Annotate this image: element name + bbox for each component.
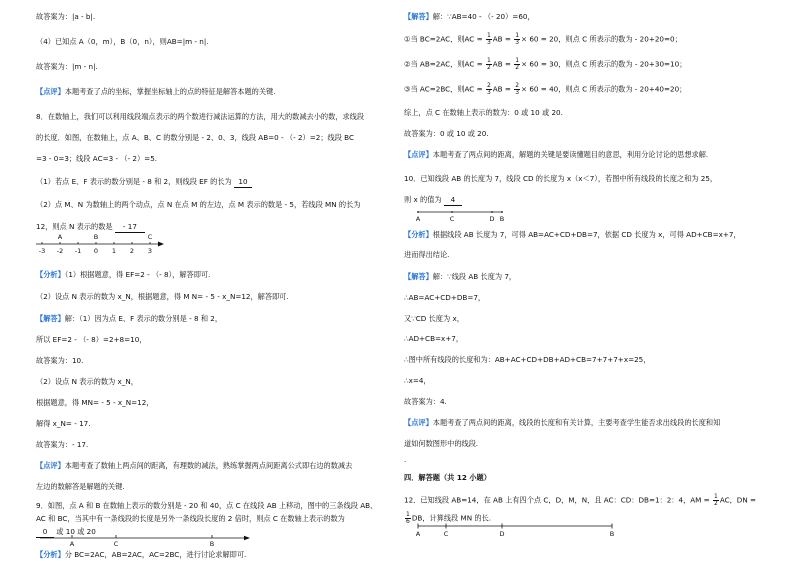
solution-10: 【解答】解：∵线段 AB 长度为 7， [404,272,517,281]
dot-mark: . [404,455,407,464]
point-label-a: A [69,540,75,548]
solution-9-case-3: ③当 AC=2BC，则AC = $\frac{2}{3}$ AB = $\frac{2}{3}$ × 60 = 40，则点 C 所表示的数为 - 20+40=20； [404,82,687,96]
fraction: $\frac{1}{3}$ [515,32,520,46]
comment-tag: 【点评】 [36,87,65,96]
solution-10: ∴AB=AC+CD+DB=7， [404,293,486,302]
solution-8: （2）设点 N 表示的数为 x_N， [36,377,138,386]
question-9-text: AC 和 BC，当其中有一条线段的长度是另外一条线段长度的 2 倍时，则点 C 在数轴上表示的数为 [36,514,345,523]
fraction: $\frac{1}{3}$ [486,32,491,46]
text-line: 故答案为：|m - n|. [36,62,98,71]
question-8-part-2: 12，则点 N 表示的数是 - 17 [36,222,145,233]
answer-blank: 4 [444,195,462,206]
comment-9: 【点评】本题考查了两点间的距离，解题的关键是要读懂题目的意思，利用分论讨论的思想求解. [404,150,709,159]
tick-label: 0 [93,247,99,255]
answer-blank: - 17 [115,222,145,233]
question-9-answer: 0 或 10 或 20 [36,527,96,538]
question-8-part-1: （1）若点 E、F 表示的数分别是 - 8 和 2，则线段 EF 的长为 10 [36,177,252,188]
fraction: $\frac{1}{2}$ [486,57,491,71]
point-label-d: D [489,215,495,223]
question-10-text: 10．已知线段 AB 的长度为 7，线段 CD 的长度为 x（x＜7），若图中所有线段的长度之和为 25， [404,174,718,183]
tick-label: 1 [111,247,117,255]
solution-8: 所以 EF=2 - （- 8）=2+8=10， [36,335,147,344]
point-label-a: A [415,215,421,223]
question-9-text: 9．如图，点 A 和 B 在数轴上表示的数分别是 - 20 和 40，点 C 在线段 AB 上移动，图中的三条线段 AB、 [36,501,378,510]
fraction: $\frac{2}{3}$ [515,82,520,96]
analysis-tag: 【分析】 [36,270,65,279]
solution-10: ∴x=4， [404,376,431,385]
segment-figure-q12 [416,522,626,540]
number-line-q9 [36,534,256,548]
solution-10: 又∵CD 长度为 x， [404,314,464,323]
point-label-b: B [93,233,99,241]
comment-tag: 【点评】 [404,418,433,427]
analysis-10: 进而得出结论. [404,250,450,259]
comment-line [36,87,276,97]
question-8-text: 的长度．如图，在数轴上，点 A、B、C 的数分别是 - 2、0、3，线段 AB=0 - （- 2）=2；线段 BC [36,133,354,142]
analysis-8: 【分析】（1）根据题意，得 EF=2 - （- 8），解答即可. [36,270,211,279]
question-8-text: =3 - 0=3；线段 AC=3 - （- 2）=5. [36,154,158,163]
analysis-9: 【分析】分 BC=2AC，AB=2AC，AC=2BC，进行讨论求解即可. [36,550,247,559]
fraction: $\frac{2}{3}$ [486,82,491,96]
segment-figure-q10 [416,208,516,226]
solution-9: 故答案为：0 或 10 或 20. [404,129,489,138]
solution-8: 故答案为：10. [36,356,84,365]
solution-8: 【解答】解：（1）因为点 E、F 表示的数分别是 - 8 和 2， [36,314,223,323]
question-12-text: 12．已知线段 AB=14，在 AB 上有四个点 C，D，M，N，且 AC：CD：DB=1：2：4，AM = $\frac{1}{2}$ AC，DN = [404,493,757,507]
solution-9: 【解答】解：∵AB=40 - （- 20）=60， [404,12,535,21]
analysis-tag: 【分析】 [404,230,433,239]
answer-blank: 0 [36,527,54,538]
number-line-q8 [36,234,166,262]
solution-9-case-2: ②当 AB=2AC，则AC = $\frac{1}{2}$ AB = $\frac{1}{2}$ × 60 = 30，则点 C 所表示的数为 - 20+30=10； [404,57,687,71]
tick-label: -2 [56,247,64,255]
point-label-b: B [609,530,615,538]
comment-10: 道如何数图形中的线段. [404,439,479,448]
point-label-c: C [443,530,449,538]
point-label-c: C [449,215,455,223]
point-label-c: C [113,540,119,548]
solution-10: ∴图中所有线段的长度和为：AB+AC+CD+DB+AD+CB=7+7+7+x=25， [404,355,651,364]
fraction: $\frac{1}{2}$ [713,493,718,507]
point-label-a: A [415,530,421,538]
fraction: $\frac{1}{6}$ [406,511,410,525]
comment-text: 本题考查了点的坐标，掌握坐标轴上的点的特征是解答本题的关键. [64,87,276,96]
solution-8: 根据题意，得 MN= - 5 - x_N=12， [36,398,154,407]
section-heading: 四．解答题（共 12 小题） [404,473,491,482]
analysis-10: 【分析】根据线段 AB 长度为 7，可得 AB=AC+CD+DB=7，依据 CD 长度为 x，可得 AD+CB=x+7， [404,230,741,239]
question-10-text: 则 x 的值为 4 [404,195,462,206]
solution-9: 综上，点 C 在数轴上表示的数为：0 或 10 或 20. [404,108,563,117]
text-line: 故答案为：|a - b|. [36,12,96,21]
comment-10: 【点评】本题考查了两点间的距离，线段的长度和有关计算，主要考查学生能否求出线段的长度和知 [404,418,721,427]
question-12-text: $\frac{1}{6}$ DB，计算线段 MN 的长. [406,511,492,525]
analysis-8: （2）设点 N 表示的数为 x_N，根据题意，得 M N= - 5 - x_N=12，解答即可. [36,292,289,301]
solution-tag: 【解答】 [404,272,433,281]
solution-9-case-1: ①当 BC=2AC，则AC = $\frac{1}{3}$ AB = $\frac{1}{3}$ × 60 = 20，则点 C 所表示的数为 - 20+20=0； [404,32,682,46]
tick-label: -3 [38,247,46,255]
tick-label: -1 [74,247,82,255]
analysis-tag: 【分析】 [36,550,65,559]
answer-blank: 10 [234,177,252,188]
text-line: （4）已知点 A（0，m），B（0，n），则AB=|m - n|. [36,37,209,46]
comment-tag: 【点评】 [36,461,65,470]
solution-10: ∴AD+CB=x+7， [404,334,464,343]
solution-8: 解得 x_N= - 17. [36,419,91,428]
solution-8: 故答案为：- 17. [36,440,89,449]
tick-label: 2 [129,247,135,255]
comment-8: 左边的数解答是解题的关键. [36,482,125,491]
solution-tag: 【解答】 [36,314,65,323]
solution-tag: 【解答】 [404,12,433,21]
fraction: $\frac{1}{2}$ [515,57,520,71]
comment-tag: 【点评】 [404,150,433,159]
point-label-b: B [499,215,505,223]
comment-8: 【点评】本题考查了数轴上两点间的距离，有理数的减法，熟练掌握两点间距离公式即右边的数减去 [36,461,353,470]
point-label-c: C [147,233,153,241]
question-8-part-2: （2）点 M、N 为数轴上的两个动点，点 N 在点 M 的左边，点 M 表示的数是 - 5，若线段 MN 的长为 [36,200,361,209]
point-label-a: A [57,233,63,241]
solution-10: 故答案为：4. [404,397,447,406]
point-label-d: D [499,530,505,538]
question-8-text: 8．在数轴上，我们可以利用线段端点表示的两个数进行减法运算的方法，用大的数减去小的数，求线段 [36,112,365,121]
point-label-b: B [209,540,215,548]
tick-label: 3 [147,247,153,255]
